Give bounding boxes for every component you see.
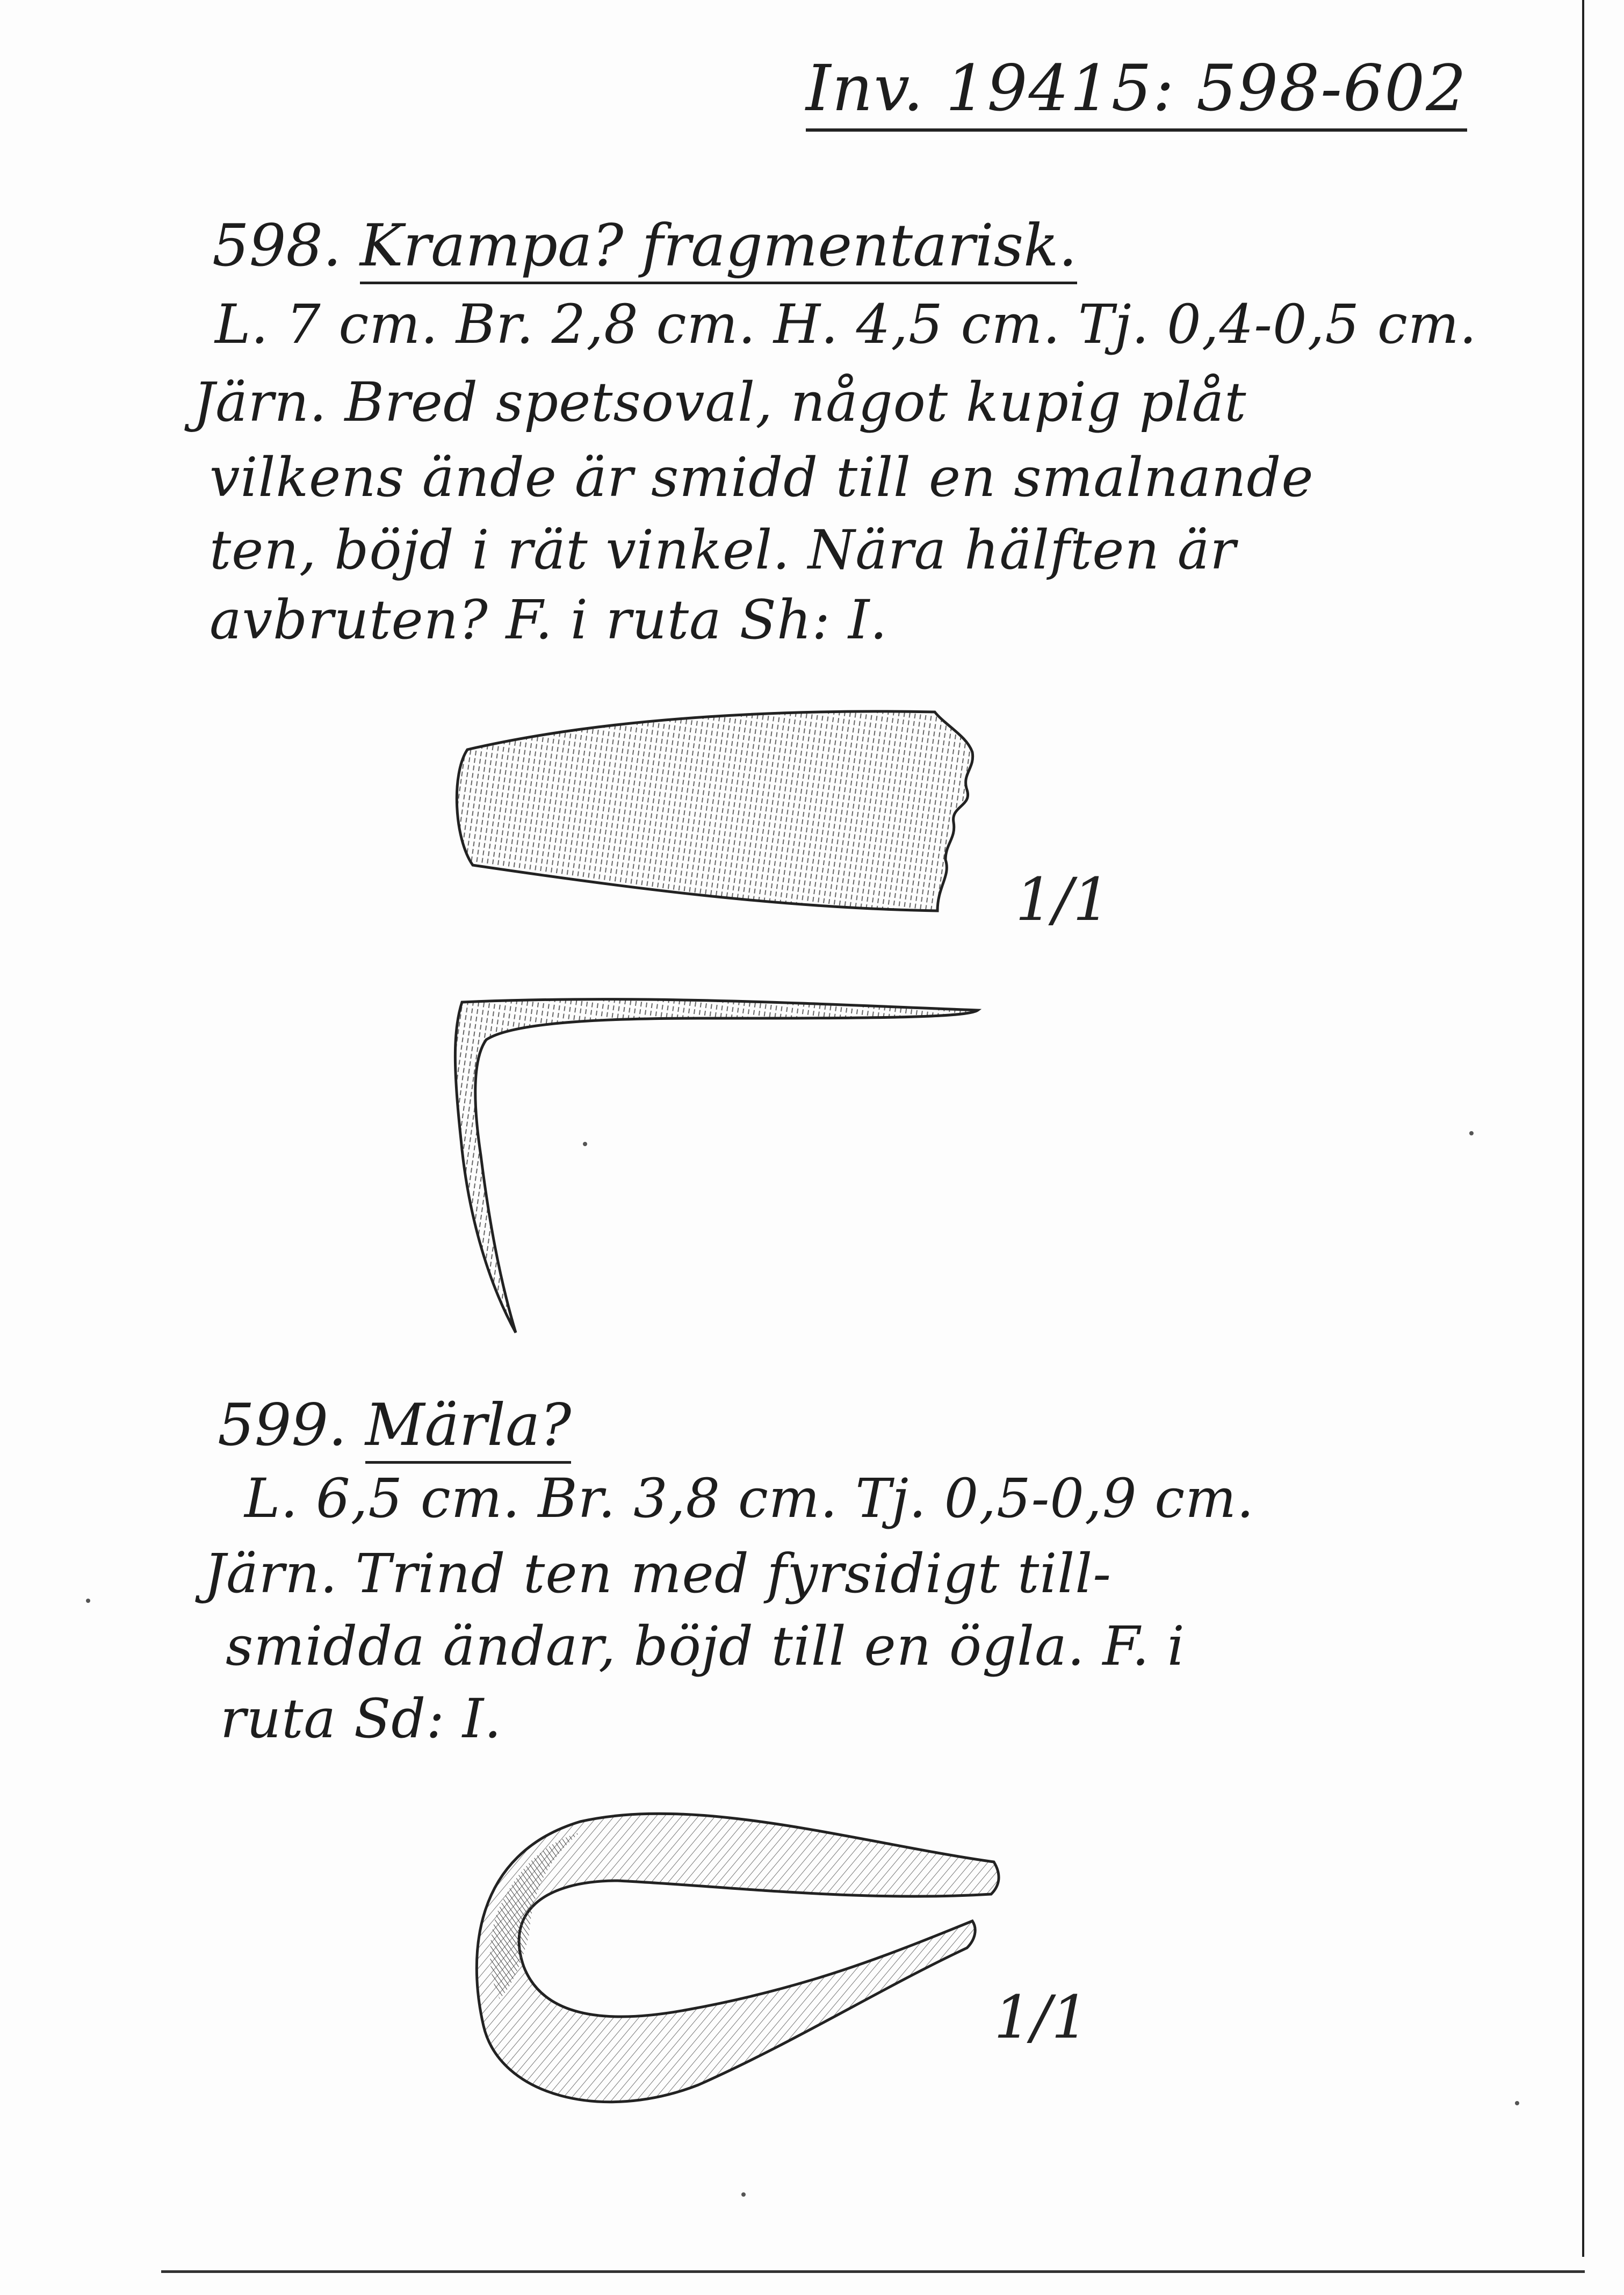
entry-598-title: Krampa? fragmentarisk.	[360, 212, 1077, 284]
page-edge-right	[1582, 0, 1584, 2257]
speck	[1469, 1131, 1474, 1135]
entry-598-line-1: L. 7 cm. Br. 2,8 cm. H. 4,5 cm. Tj. 0,4-0,5 cm.	[215, 293, 1477, 356]
entry-598-line-2: Järn. Bred spetsoval, något kupig plåt	[193, 371, 1247, 434]
entry-598-plate-drawing	[457, 711, 972, 911]
page-edge-bottom	[161, 2270, 1585, 2273]
entry-599-number: 599.	[218, 1392, 347, 1459]
entry-599-line-2: Järn. Trind ten med fyrsidigt till-	[204, 1542, 1112, 1605]
entry-599-line-4: ruta Sd: I.	[220, 1687, 502, 1750]
entry-598-line-3: vilkens ände är smidd till en smalnande	[210, 446, 1314, 509]
entry-599-staple-drawing	[477, 1814, 999, 2102]
entry-599-line-3: smidda ändar, böjd till en ögla. F. i	[226, 1615, 1185, 1678]
inventory-header: Inv. 19415: 598-602	[806, 51, 1467, 132]
entry-599-title: Märla?	[365, 1392, 571, 1464]
entry-598-scale: 1/1	[1015, 865, 1111, 934]
entry-598-line-5: avbruten? F. i ruta Sh: I.	[210, 588, 888, 651]
entry-598-number: 598.	[212, 212, 342, 279]
speck	[1515, 2101, 1519, 2105]
entry-598-profile-drawing	[455, 999, 978, 1333]
entry-598-line-4: ten, böjd i rät vinkel. Nära hälften är	[210, 519, 1237, 581]
entry-599-line-1: L. 6,5 cm. Br. 3,8 cm. Tj. 0,5-0,9 cm.	[244, 1467, 1254, 1530]
speck	[583, 1142, 587, 1146]
entry-599-scale: 1/1	[994, 1983, 1089, 2052]
speck	[86, 1599, 90, 1603]
speck	[741, 2192, 746, 2197]
